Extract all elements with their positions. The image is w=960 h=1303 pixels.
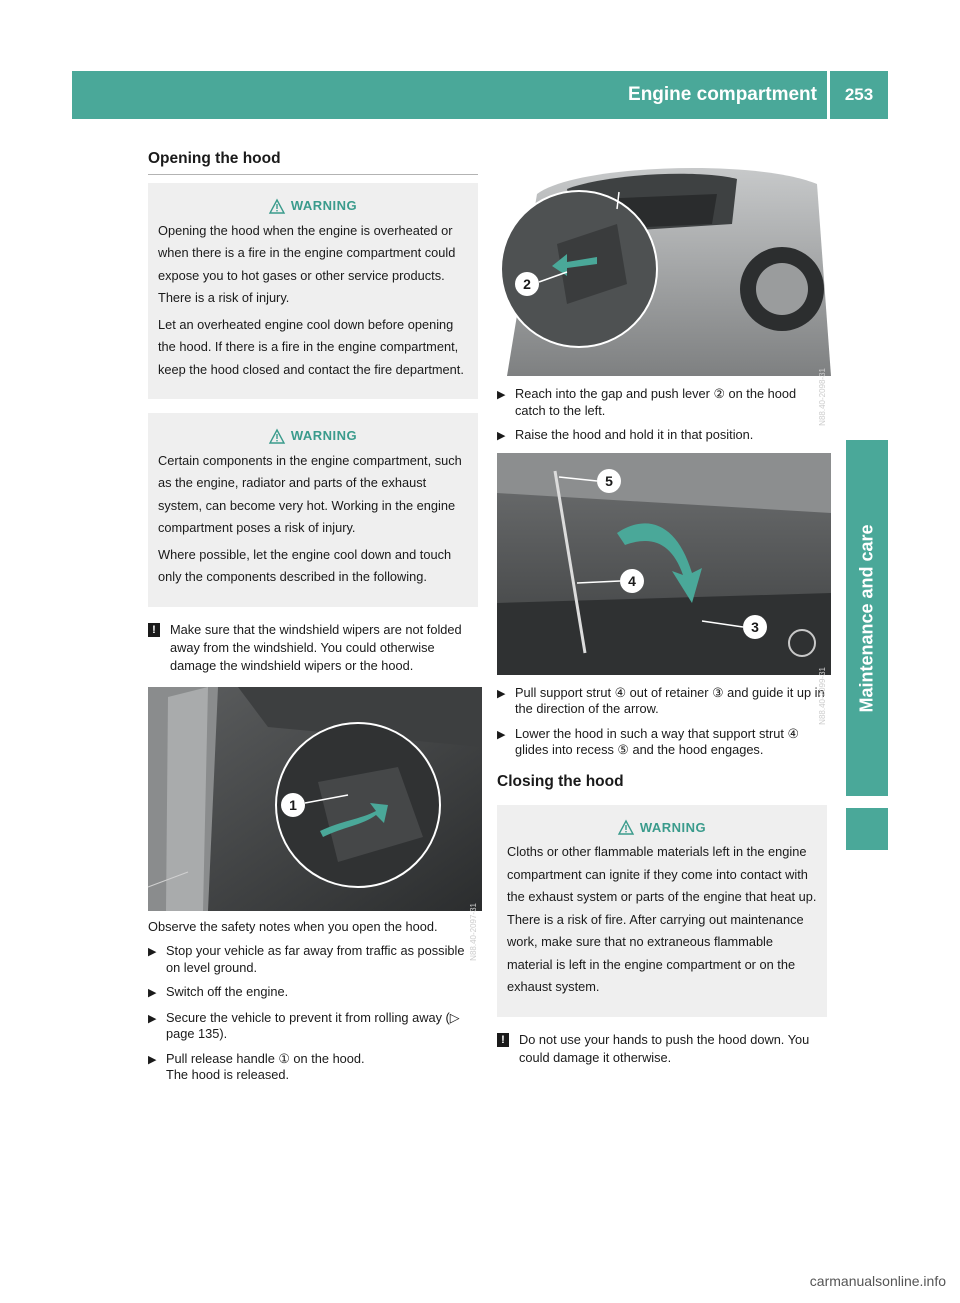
step-item	[497, 386, 827, 419]
left-column	[148, 150, 478, 1092]
image-code: N88.40-2098-31	[818, 368, 827, 426]
step-item	[148, 1010, 478, 1043]
warning-text: Certain components in the engine compartment, such as the engine, radiator and parts of the exhaust system, can become very hot. Working in the engine compartment poses a risk of injury.	[158, 452, 462, 535]
step-text: Pull support strut ④ out of retainer ③ and guide it up in the direction of the arrow.	[515, 684, 825, 716]
step-arrow-icon: ▶	[497, 728, 506, 741]
image-code: N88.40-2099-31	[818, 666, 827, 725]
step-text: Lower the hood in such a way that support strut ④ glides into recess ⑤ and the hood engages.	[515, 725, 799, 757]
step-text: Switch off the engine.	[166, 984, 289, 999]
exclamation-icon: !	[148, 623, 160, 637]
watermark: carmanualsonline.info	[809, 1273, 946, 1289]
photo-support-strut-svg	[497, 453, 831, 675]
step-arrow-icon: ▶	[497, 687, 506, 700]
step-arrow-icon: ▶	[148, 1012, 157, 1025]
warning-title	[507, 817, 817, 840]
warning-box-3	[497, 805, 827, 1017]
warning-triangle-icon	[618, 820, 634, 835]
step-text: Pull release handle ① on the hood.	[166, 1050, 365, 1066]
warning-title	[158, 425, 468, 448]
callout-2: 2	[523, 276, 531, 292]
step-item	[148, 943, 478, 976]
step-arrow-icon: ▶	[148, 1053, 157, 1066]
warning-triangle-icon	[269, 199, 285, 214]
step-item	[497, 726, 827, 759]
step-text: Secure the vehicle to prevent it from rolling away (▷ page 135).	[166, 1009, 460, 1041]
step-text: Reach into the gap and push lever ② on the hood catch to the left.	[515, 386, 797, 418]
section-heading-closing: Closing the hood	[497, 772, 624, 790]
warning-box-1	[148, 183, 478, 399]
warning-triangle-icon	[269, 429, 285, 444]
image-code: N88.40-2097-31	[469, 902, 478, 961]
warning-text: Cloths or other flammable materials left in the engine compartment can ignite if they come into contact with the exhaust system or parts of the engine that heat up. There is a risk of fire. After carrying out maintenance work, make sure that no extraneous flammable material is left in the engine compartment or on the exhaust system.	[507, 844, 817, 994]
safety-paragraph: Observe the safety notes when you open the hood.	[148, 918, 438, 934]
step-item	[148, 984, 478, 1002]
note-text: Do not use your hands to push the hood down. You could damage it otherwise.	[519, 1031, 810, 1065]
page-header	[72, 71, 888, 119]
warning-title-text: WARNING	[290, 198, 358, 213]
step-arrow-icon: ▶	[497, 389, 506, 401]
warning-text: Opening the hood when the engine is overheated or when there is a fire in the engine compartment could expose you to hot gases or other service products. There is a risk of injury.	[158, 222, 456, 305]
page-number: 253	[844, 85, 874, 104]
step-arrow-icon: ▶	[148, 987, 157, 999]
exclamation-icon: !	[497, 1033, 509, 1047]
step-arrow-icon: ▶	[148, 946, 157, 958]
side-tab-label: Maintenance and care	[856, 523, 877, 713]
note-wipers	[148, 621, 478, 675]
side-tab-marker	[846, 808, 888, 850]
step-text: Raise the hood and hold it in that position.	[515, 427, 754, 442]
step-item	[497, 685, 827, 718]
step-text: Stop your vehicle as far away from traffic as possible on level ground.	[166, 943, 465, 975]
warning-text: Where possible, let the engine cool down and touch only the components described in the following.	[158, 546, 452, 584]
warning-text: Let an overheated engine cool down before opening the hood. If there is a fire in the engine compartment, keep the hood closed and contact the fire department.	[158, 316, 464, 377]
photo-release-handle-svg	[148, 687, 482, 911]
warning-box-2	[148, 413, 478, 607]
header-title: Engine compartment	[628, 84, 817, 105]
callout-4: 4	[628, 572, 636, 589]
note-text: Make sure that the windshield wipers are not folded away from the windshield. You could otherwise damage the windshield wipers or the hood.	[170, 621, 462, 673]
note-hood-push	[497, 1031, 827, 1067]
warning-title-text: WARNING	[639, 819, 707, 835]
warning-title-text: WARNING	[290, 428, 358, 443]
photo-hood-catch-svg	[497, 154, 831, 376]
step-item	[497, 427, 827, 445]
callout-5: 5	[605, 472, 613, 489]
section-heading-opening: Opening the hood	[148, 150, 478, 175]
step-item	[148, 1051, 478, 1084]
right-column	[497, 150, 827, 1079]
warning-title	[158, 195, 468, 218]
callout-3: 3	[751, 618, 759, 635]
callout-1: 1	[289, 796, 297, 813]
step-arrow-icon: ▶	[497, 430, 506, 442]
step-result: The hood is released.	[166, 1067, 290, 1082]
side-chapter-tab	[846, 440, 888, 796]
